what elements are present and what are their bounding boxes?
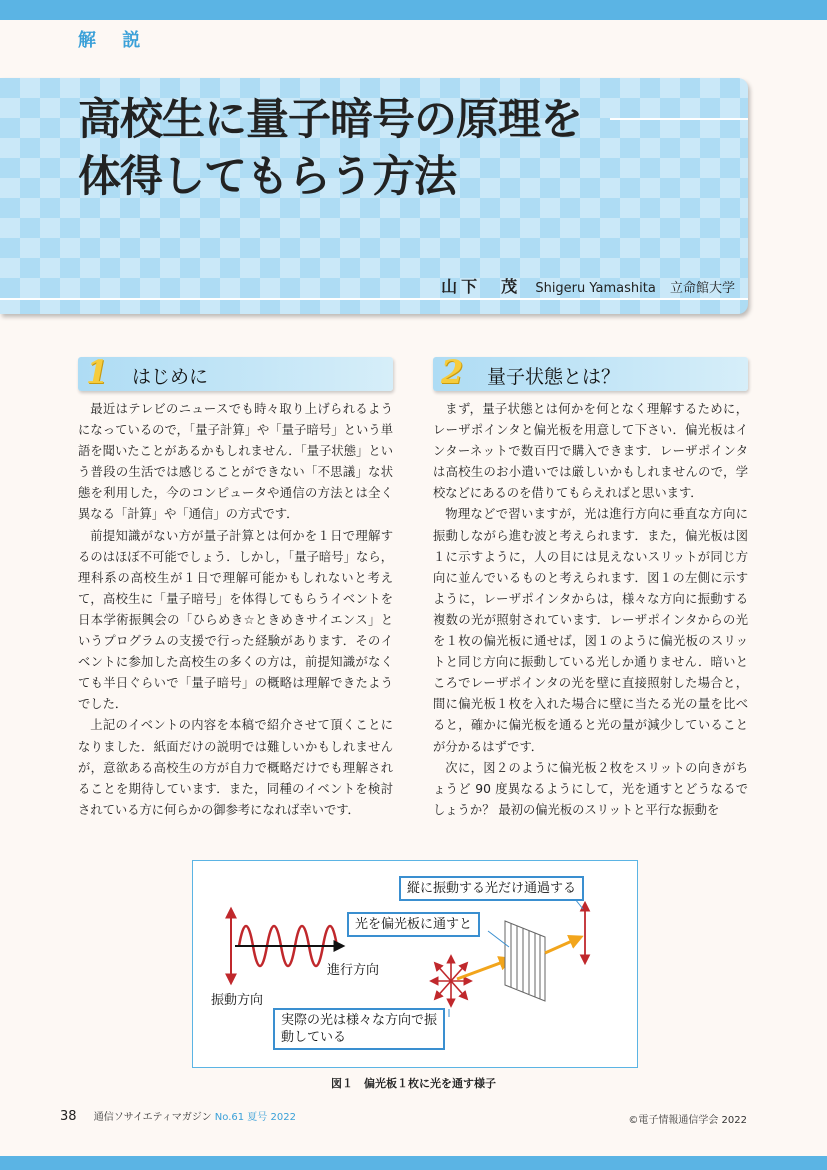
- section-1-title: はじめに: [132, 366, 209, 388]
- label-through-polarizer: 光を偏光板に通すと: [347, 912, 480, 937]
- polarizer-plate: [505, 921, 545, 1001]
- issue-season: 夏号: [247, 1112, 268, 1123]
- author-affiliation: 立命館大学: [669, 281, 735, 296]
- left-column: [78, 399, 393, 821]
- title-line-2: 体得してもらう方法: [78, 152, 456, 202]
- paragraph: 前提知識がない方が量子計算とは何かを１日で理解するのはほぼ不可能でしょう．しかし，「量子暗号」なら，理科系の高校生が１日で理解可能かもしれないと考えて，高校生に「量子暗号」を体得してもらうイベントを日本学術振興会の「ひらめき☆ときめきサイエンス」というプログラムの支援で行った経験があります．そのイベントに参加した高校生の多くの方は，前提知識がなくても半日ぐらいで「量子暗号」の概略は理解できたようでした．: [78, 528, 393, 712]
- label-real-light-line-1: 実際の光は様々な方向で振: [281, 1013, 438, 1028]
- footer-copyright: ©電子情報通信学会 2022: [628, 1115, 747, 1126]
- section-1-header: [78, 353, 393, 391]
- article-title: [78, 92, 582, 206]
- laser-beam-out: [545, 937, 581, 953]
- section-2-header: [433, 353, 748, 391]
- author-name-en: Shigeru Yamashita: [535, 281, 656, 296]
- paragraph: 上記のイベントの内容を本稿で紹介させて頂くことになりました．紙面だけの説明では難しいかもしれませんが，意欲ある高校生の方が自力で概略だけでも理解されることを期待しています．また，同種のイベントを検討されている方に何らかの御参考になれば幸いです．: [78, 718, 393, 817]
- laser-beam-in: [457, 959, 511, 979]
- page-number: 38: [60, 1109, 77, 1124]
- random-polarization-star: [431, 956, 471, 1006]
- label-vibration-direction: 振動方向: [211, 993, 264, 1008]
- paragraph: 最近はテレビのニュースでも時々取り上げられるようになっているので，「量子計算」や「量子暗号」という単語を聞いたことがあるかもしれません．「量子状態」という普段の生活では感じることができない「不思議」な状態を利用した，今のコンピュータや通信の方法とは全く異なる「計算」や「通信」の方式です．: [78, 402, 393, 522]
- figure-1: [192, 860, 638, 1068]
- author-name-jp: 山下 茂: [441, 277, 522, 296]
- section-2-number: 2: [441, 353, 464, 391]
- label-vertical-pass: 縦に振動する光だけ通過する: [399, 876, 584, 901]
- section-1-number: 1: [86, 353, 109, 391]
- section-2-title: 量子状態とは？: [487, 366, 621, 388]
- issue-year: 2022: [270, 1112, 296, 1123]
- category-label: 解 説: [78, 30, 151, 51]
- label-real-light-line-2: 動している: [281, 1030, 347, 1045]
- issue-number: No.61: [214, 1112, 245, 1123]
- right-column: [433, 399, 748, 821]
- label-real-light: [273, 1008, 445, 1050]
- title-rule-bottom: [0, 298, 748, 300]
- top-bar: [0, 0, 827, 20]
- footer-left: [60, 1108, 296, 1124]
- paragraph: 物理などで習いますが，光は進行方向に垂直な方向に振動しながら進む波と考えられます．また，偏光板は図１に示すように，人の目には見えないスリットが同じ方向に並んでいるものと考えられます．図１の左側に示すように，レーザポインタからは，様々な方向に振動する複数の光が照射されています．レーザポインタからの光を１枚の偏光板に通せば，図１のように偏光板のスリットと同じ方向に振動している光しか通りません．暗いところでレーザポインタの光を壁に直接照射した場合と，間に偏光板１枚を入れた場合に壁に当たる光の量を比べると，確かに偏光板を通ると光の量が減少していることが分かるはずです．: [433, 507, 748, 754]
- magazine-name: 通信ソサイエティマガジン: [93, 1112, 212, 1123]
- paragraph: まず，量子状態とは何かを何となく理解するために，レーザポインタと偏光板を用意して下さい．偏光板はインターネットで数百円で購入できます．レーザポインタは高校生のお小遣いでは厳しいかもしれませんので，学校などにあるのを借りてもらえればと思います．: [433, 402, 748, 501]
- label-travel-direction: 進行方向: [327, 963, 380, 978]
- title-rule: [610, 118, 748, 120]
- title-line-1: 高校生に量子暗号の原理を: [78, 95, 582, 145]
- bottom-bar: [0, 1156, 827, 1170]
- figure-1-caption: 図１ 偏光板１枚に光を通す様子: [331, 1077, 496, 1090]
- paragraph: 次に，図２のように偏光板２枚をスリットの向きがちょうど 90 度異なるようにして，光を通すとどうなるでしょうか？ 最初の偏光板のスリットと平行な振動を: [433, 760, 748, 817]
- author-line: [441, 274, 735, 297]
